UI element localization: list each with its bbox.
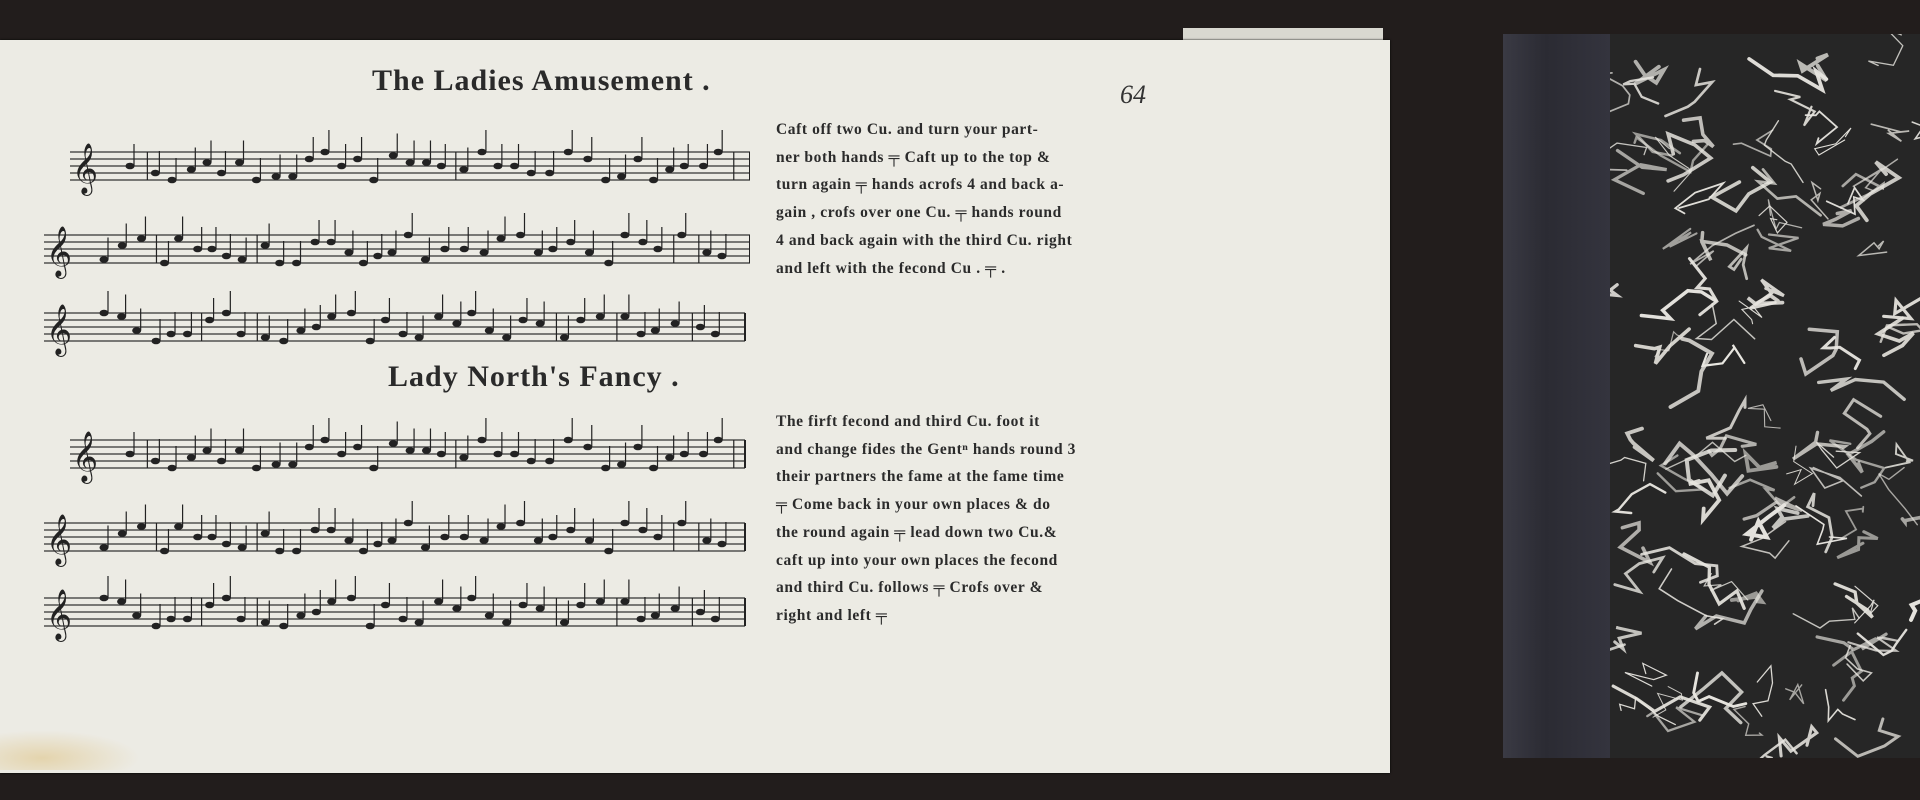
note-head: [493, 163, 502, 170]
note-head: [126, 451, 135, 458]
description-line: Caft off two Cu. and turn your part-: [776, 121, 1039, 138]
note-head: [236, 616, 245, 623]
note-head: [497, 523, 506, 530]
marble-vein: [1764, 121, 1803, 183]
marble-vein: [1627, 429, 1654, 461]
note-head: [207, 534, 216, 541]
note-head: [126, 163, 135, 170]
note-head: [174, 523, 183, 530]
note-head: [502, 334, 511, 341]
note-head: [312, 324, 321, 331]
marble-vein: [1884, 285, 1920, 319]
marble-vein: [1641, 291, 1715, 319]
note-head: [132, 612, 141, 619]
note-head: [421, 256, 430, 263]
note-head: [152, 338, 161, 345]
marble-vein: [1886, 444, 1913, 467]
note-head: [337, 163, 346, 170]
note-head: [217, 458, 226, 465]
note-head: [252, 177, 261, 184]
marble-vein: [1836, 719, 1899, 756]
note-head: [320, 437, 329, 444]
note-head: [389, 440, 398, 447]
marble-vein: [1615, 558, 1663, 592]
note-head: [236, 331, 245, 338]
note-head: [118, 242, 127, 249]
marble-vein: [1823, 337, 1859, 368]
note-head: [633, 156, 642, 163]
treble-clef-icon: 𝄞: [46, 589, 73, 640]
note-head: [337, 451, 346, 458]
note-head: [252, 465, 261, 472]
note-head: [366, 338, 375, 345]
note-head: [404, 232, 413, 239]
note-head: [699, 163, 708, 170]
note-head: [222, 310, 231, 317]
note-head: [651, 612, 660, 619]
note-head: [671, 605, 680, 612]
note-head: [585, 249, 594, 256]
note-head: [279, 623, 288, 630]
note-head: [327, 239, 336, 246]
note-head: [100, 310, 109, 317]
marble-vein: [1811, 468, 1862, 496]
marble-vein: [1796, 506, 1847, 544]
note-head: [292, 260, 301, 267]
note-head: [620, 598, 629, 605]
treble-clef-icon: 𝄞: [46, 226, 73, 277]
note-head: [193, 246, 202, 253]
description-line: gain , crofs over one Cu. ╤ hands round: [776, 204, 1062, 222]
note-head: [193, 534, 202, 541]
note-head: [261, 530, 270, 537]
description-line: right and left ╤: [776, 606, 888, 624]
note-head: [100, 256, 109, 263]
note-head: [560, 619, 569, 626]
note-head: [261, 619, 270, 626]
note-head: [671, 320, 680, 327]
marble-vein: [1610, 458, 1646, 481]
note-head: [518, 317, 527, 324]
note-head: [187, 166, 196, 173]
note-head: [398, 331, 407, 338]
note-head: [387, 537, 396, 544]
note-head: [415, 334, 424, 341]
note-head: [516, 232, 525, 239]
note-head: [636, 331, 645, 338]
staff-system: [44, 501, 745, 567]
note-head: [279, 338, 288, 345]
note-head: [235, 159, 244, 166]
marble-vein: [1625, 663, 1667, 686]
note-head: [312, 609, 321, 616]
note-head: [638, 239, 647, 246]
dance-description: [776, 408, 1161, 630]
note-head: [583, 444, 592, 451]
marble-vein: [1712, 168, 1771, 211]
note-head: [117, 313, 126, 320]
marble-vein: [1879, 468, 1918, 525]
description-line: 4 and back again with the third Cu. right: [776, 231, 1073, 249]
cover-spine: [1503, 34, 1610, 758]
note-head: [151, 170, 160, 177]
marble-vein: [1666, 69, 1713, 116]
note-head: [480, 249, 489, 256]
note-head: [460, 246, 469, 253]
note-head: [677, 520, 686, 527]
note-head: [160, 260, 169, 267]
note-head: [373, 541, 382, 548]
description-line: caft up into your own places the fecond: [776, 551, 1058, 569]
note-head: [296, 327, 305, 334]
note-head: [292, 548, 301, 555]
marble-vein: [1746, 453, 1777, 471]
note-head: [459, 454, 468, 461]
note-head: [680, 163, 689, 170]
marble-vein: [1775, 91, 1815, 126]
tune-title: Lady North's Fancy .: [388, 360, 680, 393]
note-head: [369, 177, 378, 184]
note-head: [536, 605, 545, 612]
note-head: [440, 534, 449, 541]
note-head: [583, 156, 592, 163]
staff-system: [44, 291, 745, 357]
note-head: [548, 246, 557, 253]
note-head: [422, 159, 431, 166]
note-head: [485, 327, 494, 334]
description-line: ╤ Come back in your own places & do: [776, 496, 1051, 514]
note-head: [714, 437, 723, 444]
note-head: [717, 253, 726, 260]
note-head: [596, 598, 605, 605]
note-head: [545, 170, 554, 177]
treble-clef-icon: 𝄞: [72, 143, 99, 194]
note-head: [440, 246, 449, 253]
note-head: [100, 595, 109, 602]
music-score-2: [30, 396, 750, 646]
note-head: [347, 595, 356, 602]
note-head: [434, 598, 443, 605]
staff-system: [70, 130, 750, 196]
note-head: [437, 451, 446, 458]
marble-vein: [1635, 62, 1664, 84]
note-head: [677, 232, 686, 239]
note-head: [381, 602, 390, 609]
staff-system: [44, 576, 745, 642]
note-head: [714, 149, 723, 156]
note-head: [422, 447, 431, 454]
note-head: [235, 447, 244, 454]
marble-vein: [1620, 523, 1650, 563]
note-head: [151, 458, 160, 465]
note-head: [222, 595, 231, 602]
note-head: [548, 534, 557, 541]
note-head: [638, 527, 647, 534]
note-head: [649, 177, 658, 184]
marble-vein: [1868, 34, 1902, 66]
note-head: [653, 534, 662, 541]
note-head: [421, 544, 430, 551]
description-line: turn again ╤ hands acrofs 4 and back a-: [776, 176, 1065, 194]
note-head: [477, 437, 486, 444]
note-head: [510, 163, 519, 170]
marble-vein: [1615, 484, 1665, 513]
note-head: [311, 527, 320, 534]
treble-clef-icon: 𝄞: [46, 514, 73, 565]
note-head: [168, 465, 177, 472]
note-head: [344, 249, 353, 256]
note-head: [434, 313, 443, 320]
note-head: [117, 598, 126, 605]
note-head: [717, 541, 726, 548]
note-head: [398, 616, 407, 623]
note-head: [288, 461, 297, 468]
note-head: [222, 253, 231, 260]
note-head: [585, 537, 594, 544]
note-head: [327, 598, 336, 605]
marble-vein: [1610, 285, 1617, 305]
book-cover: [1503, 34, 1920, 758]
note-head: [485, 612, 494, 619]
note-head: [369, 465, 378, 472]
note-head: [275, 260, 284, 267]
note-head: [516, 520, 525, 527]
note-head: [576, 317, 585, 324]
note-head: [359, 548, 368, 555]
note-head: [459, 166, 468, 173]
note-head: [327, 527, 336, 534]
description-line: and change fides the Gentⁿ hands round 3: [776, 440, 1076, 458]
marble-vein: [1671, 339, 1713, 407]
description-line: and left with the fecond Cu . ╤ .: [776, 259, 1006, 277]
note-head: [183, 616, 192, 623]
marble-vein: [1690, 259, 1717, 315]
note-head: [452, 605, 461, 612]
marble-vein: [1620, 698, 1676, 725]
marble-vein: [1826, 690, 1855, 721]
description-line: their partners the fame at the fame time: [776, 468, 1065, 486]
note-head: [320, 149, 329, 156]
note-head: [353, 444, 362, 451]
note-head: [406, 447, 415, 454]
note-head: [137, 235, 146, 242]
note-head: [467, 310, 476, 317]
note-head: [452, 320, 461, 327]
marble-vein: [1689, 480, 1720, 519]
note-head: [534, 537, 543, 544]
note-head: [137, 523, 146, 530]
marble-vein: [1706, 400, 1745, 438]
note-head: [560, 334, 569, 341]
note-head: [174, 235, 183, 242]
note-head: [261, 242, 270, 249]
note-head: [415, 619, 424, 626]
note-head: [205, 602, 214, 609]
marble-vein: [1801, 329, 1837, 374]
note-head: [696, 609, 705, 616]
note-head: [636, 616, 645, 623]
marble-vein: [1663, 229, 1697, 249]
note-head: [272, 173, 281, 180]
tune-title: The Ladies Amusement .: [372, 64, 711, 97]
note-head: [373, 253, 382, 260]
staff-system: [70, 418, 745, 484]
note-head: [566, 527, 575, 534]
note-head: [604, 548, 613, 555]
marble-vein: [1653, 687, 1682, 718]
note-head: [437, 163, 446, 170]
note-head: [167, 616, 176, 623]
treble-clef-icon: 𝄞: [46, 304, 73, 355]
note-head: [699, 451, 708, 458]
note-head: [649, 465, 658, 472]
note-head: [222, 541, 231, 548]
note-head: [696, 324, 705, 331]
note-head: [217, 170, 226, 177]
note-head: [617, 173, 626, 180]
note-head: [152, 623, 161, 630]
note-head: [620, 232, 629, 239]
note-head: [480, 537, 489, 544]
marble-vein: [1734, 130, 1773, 156]
marble-vein: [1871, 124, 1909, 141]
marble-vein: [1748, 405, 1780, 428]
marbled-cover: [1610, 34, 1920, 758]
note-head: [493, 451, 502, 458]
note-head: [305, 444, 314, 451]
note-head: [100, 544, 109, 551]
book-page: [0, 40, 1390, 773]
note-head: [296, 612, 305, 619]
note-head: [711, 331, 720, 338]
note-head: [665, 166, 674, 173]
note-head: [168, 177, 177, 184]
note-head: [207, 246, 216, 253]
description-line: and third Cu. follows ╤ Crofs over &: [776, 579, 1044, 597]
marble-vein: [1787, 446, 1813, 484]
note-head: [564, 149, 573, 156]
marble-vein: [1842, 507, 1863, 538]
note-head: [620, 313, 629, 320]
note-head: [536, 320, 545, 327]
note-head: [203, 447, 212, 454]
note-head: [167, 331, 176, 338]
note-head: [460, 534, 469, 541]
marble-vein: [1819, 379, 1905, 399]
note-head: [617, 461, 626, 468]
page-number: 64: [1120, 80, 1146, 109]
note-head: [651, 327, 660, 334]
note-head: [327, 313, 336, 320]
marble-vein: [1793, 608, 1859, 628]
note-head: [347, 310, 356, 317]
note-head: [389, 152, 398, 159]
description-line: The firft fecond and third Cu. foot it: [776, 413, 1040, 430]
note-head: [359, 260, 368, 267]
note-head: [205, 317, 214, 324]
note-head: [311, 239, 320, 246]
marble-vein: [1614, 151, 1666, 194]
note-head: [527, 458, 536, 465]
marble-vein: [1636, 329, 1689, 364]
staff-system: [44, 213, 750, 279]
dance-description: [776, 116, 1156, 282]
marble-vein: [1837, 532, 1878, 558]
note-head: [534, 249, 543, 256]
note-head: [132, 327, 141, 334]
marble-vein: [1742, 522, 1789, 559]
note-head: [366, 623, 375, 630]
note-head: [404, 520, 413, 527]
marble-vein: [1753, 666, 1772, 716]
note-head: [353, 156, 362, 163]
note-head: [527, 170, 536, 177]
note-head: [344, 537, 353, 544]
note-head: [566, 239, 575, 246]
note-head: [601, 177, 610, 184]
treble-clef-icon: 𝄞: [72, 431, 99, 482]
note-head: [601, 465, 610, 472]
note-head: [702, 537, 711, 544]
note-head: [183, 331, 192, 338]
note-head: [160, 548, 169, 555]
marble-vein: [1912, 122, 1920, 140]
note-head: [502, 619, 511, 626]
note-head: [576, 602, 585, 609]
note-head: [604, 260, 613, 267]
note-head: [305, 156, 314, 163]
note-head: [467, 595, 476, 602]
note-head: [272, 461, 281, 468]
note-head: [275, 548, 284, 555]
note-head: [238, 256, 247, 263]
note-head: [620, 520, 629, 527]
note-head: [203, 159, 212, 166]
note-head: [711, 616, 720, 623]
marble-vein: [1902, 517, 1920, 522]
marble-vein: [1859, 241, 1887, 256]
note-head: [497, 235, 506, 242]
note-head: [680, 451, 689, 458]
note-head: [596, 313, 605, 320]
note-head: [288, 173, 297, 180]
note-head: [406, 159, 415, 166]
note-head: [518, 602, 527, 609]
music-score-1: [30, 100, 750, 360]
note-head: [387, 249, 396, 256]
note-head: [187, 454, 196, 461]
note-head: [564, 437, 573, 444]
note-head: [261, 334, 270, 341]
note-head: [118, 530, 127, 537]
note-head: [702, 249, 711, 256]
description-line: the round again ╤ lead down two Cu.&: [776, 523, 1058, 541]
note-head: [653, 246, 662, 253]
note-head: [665, 454, 674, 461]
note-head: [545, 458, 554, 465]
note-head: [510, 451, 519, 458]
description-line: ner both hands ╤ Caft up to the top &: [776, 148, 1051, 166]
note-head: [633, 444, 642, 451]
note-head: [477, 149, 486, 156]
note-head: [238, 544, 247, 551]
marble-vein: [1911, 579, 1920, 620]
marble-vein: [1786, 685, 1804, 704]
note-head: [381, 317, 390, 324]
marble-vein: [1610, 73, 1630, 115]
